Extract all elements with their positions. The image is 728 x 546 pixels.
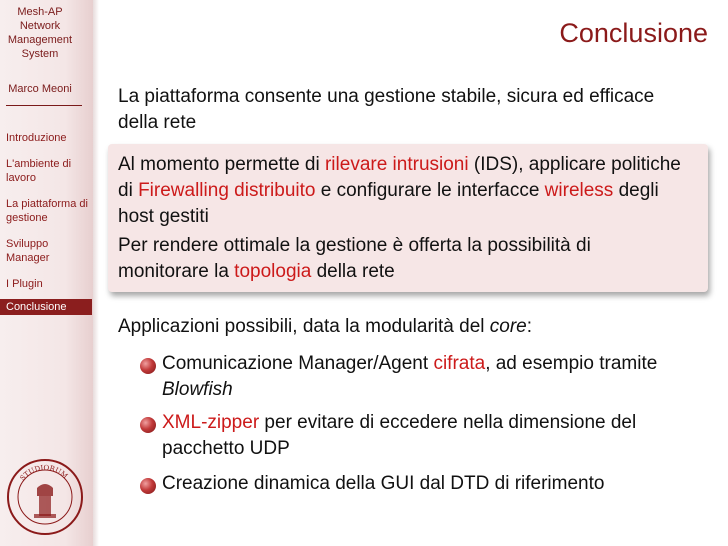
- applications-heading: Applicazioni possibili, data la modularità del core:: [118, 316, 533, 337]
- highlight-text: Firewalling distribuito: [138, 180, 316, 201]
- title-line: Management: [7, 34, 73, 46]
- list-item: XML-zipper per evitare di eccedere nella dimensione del pacchetto UDP: [162, 412, 637, 459]
- nav-item-conclusione[interactable]: Conclusione: [0, 299, 92, 315]
- title-line: System: [21, 48, 59, 60]
- bullet-icon: [140, 417, 156, 433]
- nav-item-plugin[interactable]: I Plugin: [6, 278, 43, 290]
- university-seal-icon: [6, 458, 84, 536]
- emphasis-text: Blowfish: [162, 379, 233, 400]
- title-line: Mesh-AP: [17, 6, 63, 18]
- list-item: Creazione dinamica della GUI dal DTD di riferimento: [162, 473, 605, 494]
- slide-title: Conclusione: [559, 18, 708, 48]
- author-name: Marco Meoni: [8, 83, 72, 95]
- sidebar-divider: [6, 105, 82, 106]
- bullet-icon: [140, 478, 156, 494]
- nav-item-introduzione[interactable]: Introduzione: [6, 132, 67, 144]
- sidebar: [0, 0, 93, 546]
- nav-item-ambiente-di-lavoro[interactable]: L'ambiente di lavoro: [6, 158, 72, 184]
- svg-text:STUDIORUM: STUDIORUM: [18, 463, 70, 483]
- sidebar-shadow: [93, 0, 99, 546]
- presentation-title: [0, 5, 80, 61]
- highlight-text: topologia: [234, 261, 312, 282]
- block-paragraph-2: Per rendere ottimale la gestione è offerta la possibilità di monitorare la topologia della rete: [118, 235, 591, 282]
- nav-item-piattaforma-di-gestione[interactable]: La piattaforma di gestione: [6, 198, 88, 224]
- title-line: Network: [19, 20, 61, 32]
- nav-item-sviluppo-manager[interactable]: Sviluppo Manager: [6, 238, 50, 264]
- highlight-text: XML-zipper: [162, 412, 260, 433]
- intro-paragraph: La piattaforma consente una gestione stabile, sicura ed efficace della rete: [118, 86, 655, 133]
- highlight-text: rilevare intrusioni: [324, 154, 469, 175]
- bullet-icon: [140, 358, 156, 374]
- list-item: Comunicazione Manager/Agent cifrata, ad esempio tramite Blowfish: [162, 353, 658, 400]
- highlight-text: wireless: [544, 180, 614, 201]
- highlight-text: cifrata: [433, 353, 486, 374]
- emphasis-text: core: [489, 316, 527, 337]
- block-paragraph-1: Al momento permette di rilevare intrusioni (IDS), applicare politiche di Firewalling distribuito e configurare le interfacce wireless degli host gestiti: [118, 154, 681, 227]
